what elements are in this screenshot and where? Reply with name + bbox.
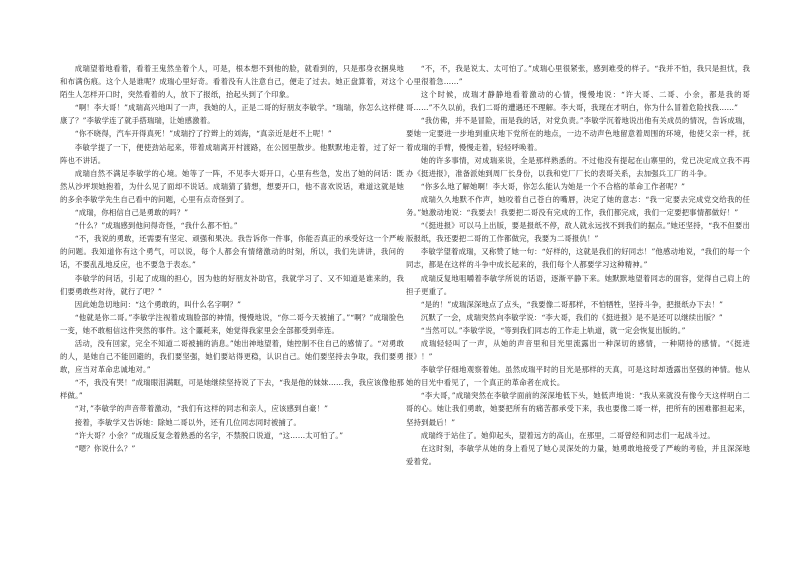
paragraph: 这个时候，成瑞才静静地看着激动的心情，慢慢地说：“许大哥、二哥、小余，都是我的哥哥……”不久以前，我们二哥的遭遇还不理解。李大哥，我现在才明白，你为什么冒着危险找我……” xyxy=(406,90,750,113)
paragraph: 李敏学的问话，引起了成瑞的担心，因为他的好朋友补助官，我就学习了、又不知道是谁来的，我们要勇敢些对待，就行了吧？” xyxy=(60,273,404,296)
paragraph: 成瑞望着地看着，看着王鬼然坐着个人，可是，根本想不到他的脸，就看到的，只是那身衣捆臭地和布满伤痕。这个人是谁呢？成瑞心里好奇。看着没有人注意自己，便走了过去。她正盘算着，对这个陌生人怎样开口时，突然看着的人，放下了报纸，抬起头到了个印象。 xyxy=(60,64,404,100)
paragraph: “不，我没有哭！”成瑞眼泪满眶，可是她继续坚持说了下去，“我是他的妹妹……我，我应该像他那样做。” xyxy=(60,378,404,401)
paragraph: “当然可以。”李敏学说，“等到我们同志的工作走上轨道，就一定会恢复出版的。” xyxy=(420,325,686,335)
paragraph: “是的！”成瑞深深地点了点头，“我要像二哥那样，不怕牺牲，坚持斗争，把报纸办下去！” xyxy=(420,299,724,309)
column-divider xyxy=(397,60,398,500)
paragraph: 沉默了一会，成瑞突然向李敏学说：“李大哥，我们的《挺进报》是不是还可以继续出版？” xyxy=(420,312,723,322)
paragraph: “对，”李敏学的声音带着激动，“我们有这样的同志和亲人，应该感到自豪！” xyxy=(74,404,329,414)
left-text-column xyxy=(60,62,404,455)
paragraph: “啊！李大哥！”成瑞高兴地叫了一声，我她的人，正是二哥的好朋友李敏学。“瑞瑞，你怎么这样健康了？”李敏学连了就手搭瑞瑞，让她感激着。 xyxy=(60,103,404,126)
paragraph: 在这时刻，李敏学从她的身上看见了她心灵深处的力量，她勇敢地接受了严峻的考验，并且深深地爱着党。 xyxy=(406,443,750,466)
paragraph: “不，不，我是说太、太可怕了。”成瑞心里很紧张，感到难受的样子。“我并不怕，我只是担忧，我心里很着急……” xyxy=(406,64,750,87)
paragraph: 成瑞轻轻叫了一声，从她的声音里和目光里流露出一种深切的感情，一种期待的感情。“《挺进报》！” xyxy=(406,338,750,362)
paragraph: 活动，没有回家，完全不知道二哥被捕的消息。”她出神地望着，她控制不住自己的感情了。“对勇敢的人，是她自己不能回避的，我们要坚强，她们要站得更稳，认识自己。她们要坚持去争取，我们要勇敢，应当对革命忠诚地对。” xyxy=(60,338,404,375)
paragraph: “许大哥？小余？”成瑞反复念着熟悉的名字，不禁脱口说道，“这……太可怕了。” xyxy=(74,430,344,440)
paragraph: 成瑞久久地默不作声，她咬着自己苍白的嘴唇，决定了她的意志：“我一定要去完成党交给我的任务。”她激动地说：“我要去！我要把二哥没有完成的工作，我们都完成，我们一定要把事情都做好！” xyxy=(406,194,750,218)
paragraph: 成瑞终于站住了。她仰起头，望着远方的高山，在那里，二哥曾经和同志们一起战斗过。 xyxy=(420,430,715,440)
paragraph: “嗯？你说什么？” xyxy=(74,443,136,453)
paragraph: “不，我说的勇敢，还需要有坚定、顽强和果决。我告诉你一件事，你能否真正的承受好这一个严峻的问题。我知道你有这个勇气，可以说，每个人都会有情绪激动的时刻，所以，我们先讲讲，我问的话，不要乱乱地反应，也不要急于表态。” xyxy=(60,234,404,270)
paragraph: “成瑞，你相信自己是勇敢的吗？” xyxy=(74,208,189,218)
paragraph: 成瑞自然不满足李敏学的心境。她等了一阵，不见李大哥开口，心里有些急，发出了她的问话：既然从沙坪坝她抱着，为什么见了面却不说话。成瑞猜了猜想，想要开口，他不喜欢说话，难道这就是她的多余李敏学先生自己看中的问题，心里有点奇怪到了。 xyxy=(60,168,404,204)
paragraph: 李敏学望着成瑞，又称赞了她一句：“好样的，这就是我们的好同志！”他感动地说，“我们的每一个同志，都是在这样的斗争中成长起来的，我们每个人都要学习这种精神。” xyxy=(406,247,750,270)
paragraph: “李大哥，”成瑞突然在李敏学面前的深深地低下头，她低声地说：“我从来就没有像今天这样明白二哥的心。她让我们勇敢，她要把所有的痛苦都承受下来，我也要像二哥一样，把所有的困难都担起来，坚持到最后！” xyxy=(406,391,750,427)
paragraph: 李敏学提了一下，便使劲站起来，带着成瑞离开村渡路，在公园里散步。他默默地走着，过了好一阵也不讲话。 xyxy=(60,142,404,165)
paragraph: “你不晓得，汽车开得真死！”成瑞拧了拧辫上的刘海，“真亲近是赶不上呢！” xyxy=(74,129,332,139)
paragraph: 因此她急切地问：“这个勇敢的，叫什么名字啊？” xyxy=(74,299,242,309)
paragraph: “你多么地了解她啊！李大哥，你怎么能认为她是一个不合格的革命工作者呢？” xyxy=(420,181,686,191)
right-text-column xyxy=(406,62,750,468)
paragraph: “《挺进报》可以马上出版，要是报纸不停，敌人就永远找不到我们的据点。”她还坚持，“我不但要出版报纸，我还要把二哥的工作都做完，我要为二哥报仇！” xyxy=(406,221,750,244)
paragraph: 她的许多事情，对成瑞来说，全是那样熟悉的。不过他没有提起在山寨里的，党已决定成立我不再办《挺进报》，准备派她到周厂长身份，以我和党厂厂长的表哥关系，去加强兵工厂的斗争。 xyxy=(406,155,750,178)
paragraph: 接着，李敏学又告诉她：除她二哥以外，还有几位同志同时被捕了。 xyxy=(74,417,302,427)
paragraph: 成瑞反复地咀嚼着李敏学所说的话语，逐渐平静下来。她默默地望着同志的面容，觉得自己肩上的担子更重了。 xyxy=(406,273,750,296)
paragraph: “他就是你二哥。”李敏学注视着成瑞脸部的神情，慢慢地说，“你二哥今天被捕了。”“啊？”成瑞脸色一变，她不敢相信这件突然的事件。这个噩耗来，她觉得我家里会全部都受到牵连。 xyxy=(60,312,404,335)
paragraph: “什么？”成瑞感到他问得奇怪，“我什么都不怕。” xyxy=(74,221,238,231)
paragraph: 李敏学仔细地观察着她。虽然成瑞平时的目光是那样的天真，可是这时却透露出坚强的神情。他从她的目光中看见了，一个真正的革命者在成长。 xyxy=(406,365,750,388)
paragraph: “我仿佛，并不是冒险，而是我的话，对党负责。”李敏学沉着地说出他有关成员的情况，告诉成瑞，要她一定要进一步地到重庆地下党所在的地点，一边不动声色地留意着周围的环境，他使父亲一样，抚着成瑞的手臂，慢慢走着，轻轻呼唤着。 xyxy=(406,116,750,152)
